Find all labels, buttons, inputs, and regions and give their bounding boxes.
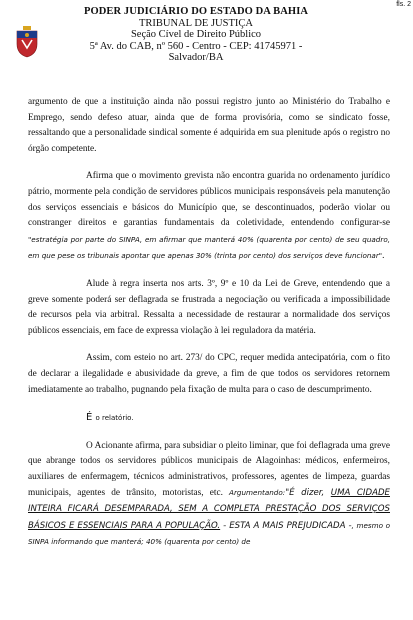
- relatorio-big: É: [86, 412, 93, 424]
- document-body: [28, 95, 390, 551]
- court-header: [66, 6, 326, 64]
- header-line-4: 5ª Av. do CAB, nº 560 - Centro - CEP: 41745971 -: [89, 40, 303, 52]
- argumentando-label: Argumentando:: [229, 488, 286, 498]
- quote-prejudicada: - ESTA A MAIS PREJUDICADA -: [220, 520, 352, 531]
- header-line-3: Seção Cível de Direito Público: [130, 29, 262, 40]
- quote-start: "É dizer,: [285, 488, 331, 499]
- coat-of-arms-icon: [14, 26, 40, 58]
- paragraph-4: Assim, com esteio no art. 273/ do CPC, requer medida antecipatória, com o fito de declarar a ilegalidade e abusividade da greve, a fim de que todos os servidores retornem imediatamente ao trabalho, pugnando pela fixação de multa para o caso de descumprimento.: [28, 353, 390, 395]
- paragraph-1: argumento de que a instituição ainda não possui registro junto ao Ministério do Trabalho e Emprego, sendo defeso atuar, ainda que de forma provisória, como se sindicato fosse, ressaltando que a personalidade sindical somente é adquirida em sua plenitude após o registro no órgão competente.: [28, 97, 390, 154]
- page-folio: fls. 2: [396, 1, 411, 8]
- relatorio-heading: [28, 410, 390, 427]
- paragraph-2-text: Afirma que o movimento grevista não encontra guarida no ordenamento jurídico pátrio, mormente pela condição de servidores públicos municipais responsáveis pela manutenção dos serviços essenciais e básicos do Município que, se descontinuados, poderão violar ou constranger direitos e garantias fundamentais da coletividade, entendendo configurar-se: [28, 171, 390, 229]
- paragraph-3: Alude à regra inserta nos arts. 3º, 9º e 10 da Lei de Greve, entendendo que a greve somente poderá ser deflagrada se frustrada a negociação ou verificada a impossibilidade de recursos pela via arbitral. Ressalta a necessidade de restaurar a normalidade dos serviços públicos essenciais, em face de expressa violação à lei reguladora da matéria.: [28, 278, 390, 336]
- quote-continuation: , mesmo o SINPA informando que manterá; 40% (quarenta por cento) de: [28, 520, 390, 547]
- paragraph-5-text: O Acionante afirma, para subsidiar o pleito liminar, que foi deflagrada uma greve que abrange todos os servidores públicos municipais de Alagoinhas: médicos, enfermeiros, auxiliares de enfermagem, técnicos administrativos, professores, agentes de limpeza, guardas municipais, agentes de trânsito, motoristas, etc.: [28, 440, 390, 499]
- relatorio-small: o relatório.: [95, 414, 134, 423]
- header-line-2: TRIBUNAL DE JUSTIÇA: [139, 17, 253, 29]
- quote-sinpa-strategy: "estratégia por parte do SINPA, em afirmar que manterá 40% (quarenta por cento) de seu quadro, em que pese os tribunais apontar que apenas 30% (trinta por cento) dos serviços deve funcionar": [28, 234, 390, 261]
- paragraph-2: [28, 169, 390, 265]
- quote-underlined: UMA CIDADE INTEIRA FICARÁ DESEMPARADA, SEM A COMPLETA PRESTAÇÃO DOS SERVIÇOS BÁSICOS E ESSENCIAIS PARA A POPULAÇÃO.: [28, 488, 390, 531]
- header-line-1: PODER JUDICIÁRIO DO ESTADO DA BAHIA: [83, 6, 309, 17]
- paragraph-2-end: .: [382, 251, 385, 262]
- header-line-5: Salvador/BA: [168, 52, 224, 63]
- paragraph-5: [28, 439, 390, 551]
